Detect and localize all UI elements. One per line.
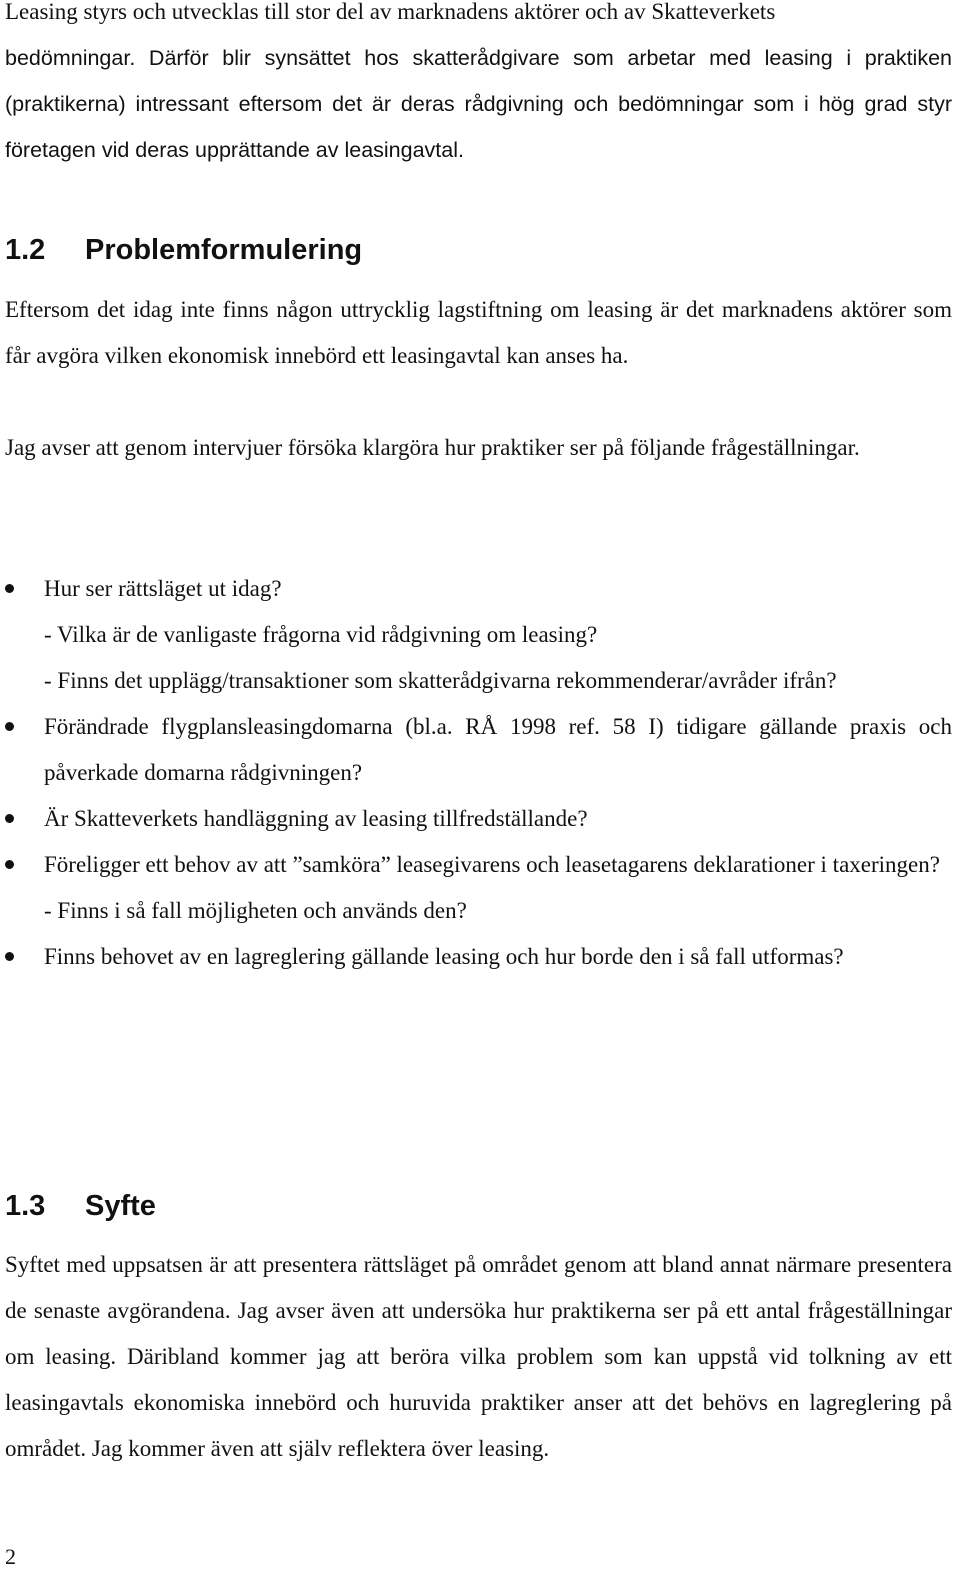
question-text: Föreligger ett behov av att ”samköra” leasegivarens och leasetagarens deklarationer i taxeringen? <box>44 852 940 877</box>
bullet-icon <box>5 584 14 593</box>
purpose-paragraph: Syftet med uppsatsen är att presentera rättsläget på området genom att bland annat närmare presentera de senaste avgörandena. Jag avser även att undersöka hur praktikerna ser på ett antal frågeställningar om leasing. Däribland kommer jag att beröra vilka problem som kan uppstå vid tolkning av ett leasingavtals ekonomiska innebörd och huruvida praktiker anser att det behövs en lagreglering på området. Jag kommer även att själv reflektera över leasing. <box>5 1252 952 1461</box>
intro-first-line: Leasing styrs och utvecklas till stor del av marknadens aktörer och av Skatteverkets <box>5 0 776 24</box>
list-item <box>0 934 952 980</box>
problem-paragraph-1: Eftersom det idag inte finns någon uttrycklig lagstiftning om leasing är det marknadens aktörer som får avgöra vilken ekonomisk innebörd ett leasingavtal kan anses ha. <box>5 297 952 368</box>
bullet-icon <box>5 814 14 823</box>
question-text: Är Skatteverkets handläggning av leasing tillfredställande? <box>44 806 588 831</box>
bullet-icon <box>5 952 14 961</box>
problem-paragraph-2: Jag avser att genom intervjuer försöka klargöra hur praktiker ser på följande frågeställningar. <box>5 435 860 460</box>
list-item <box>0 842 952 888</box>
list-item <box>0 796 952 842</box>
section-title: Problemformulering <box>85 234 363 266</box>
list-item <box>0 566 952 612</box>
bullet-icon <box>5 722 14 731</box>
section-title: Syfte <box>85 1190 156 1222</box>
bullet-icon <box>5 860 14 869</box>
question-text: Finns behovet av en lagreglering gällande leasing och hur borde den i så fall utformas? <box>44 944 844 969</box>
section-number: 1.2 <box>5 234 46 266</box>
section-heading-problemformulering <box>5 232 362 268</box>
section-heading-syfte <box>5 1188 156 1224</box>
page-number: 2 <box>5 1544 16 1569</box>
sub-question: - Finns det upplägg/transaktioner som skatterådgivarna rekommenderar/avråder ifrån? <box>44 668 837 693</box>
intro-paragraph: bedömningar. Därför blir synsättet hos skatterådgivare som arbetar med leasing i praktiken (praktikerna) intressant eftersom det är deras rådgivning och bedömningar som i hög grad styr företagen vid deras upprättande av leasingavtal. <box>5 46 952 162</box>
sub-question: - Vilka är de vanligaste frågorna vid rådgivning om leasing? <box>44 622 598 647</box>
question-text: Förändrade flygplansleasingdomarna (bl.a. RÅ 1998 ref. 58 I) tidigare gällande praxis och påverkade domarna rådgivningen? <box>44 714 952 785</box>
section-number: 1.3 <box>5 1190 46 1222</box>
list-item <box>0 704 952 796</box>
question-text: Hur ser rättsläget ut idag? <box>44 576 282 601</box>
question-list <box>0 566 952 980</box>
sub-question: - Finns i så fall möjligheten och används den? <box>44 898 467 923</box>
